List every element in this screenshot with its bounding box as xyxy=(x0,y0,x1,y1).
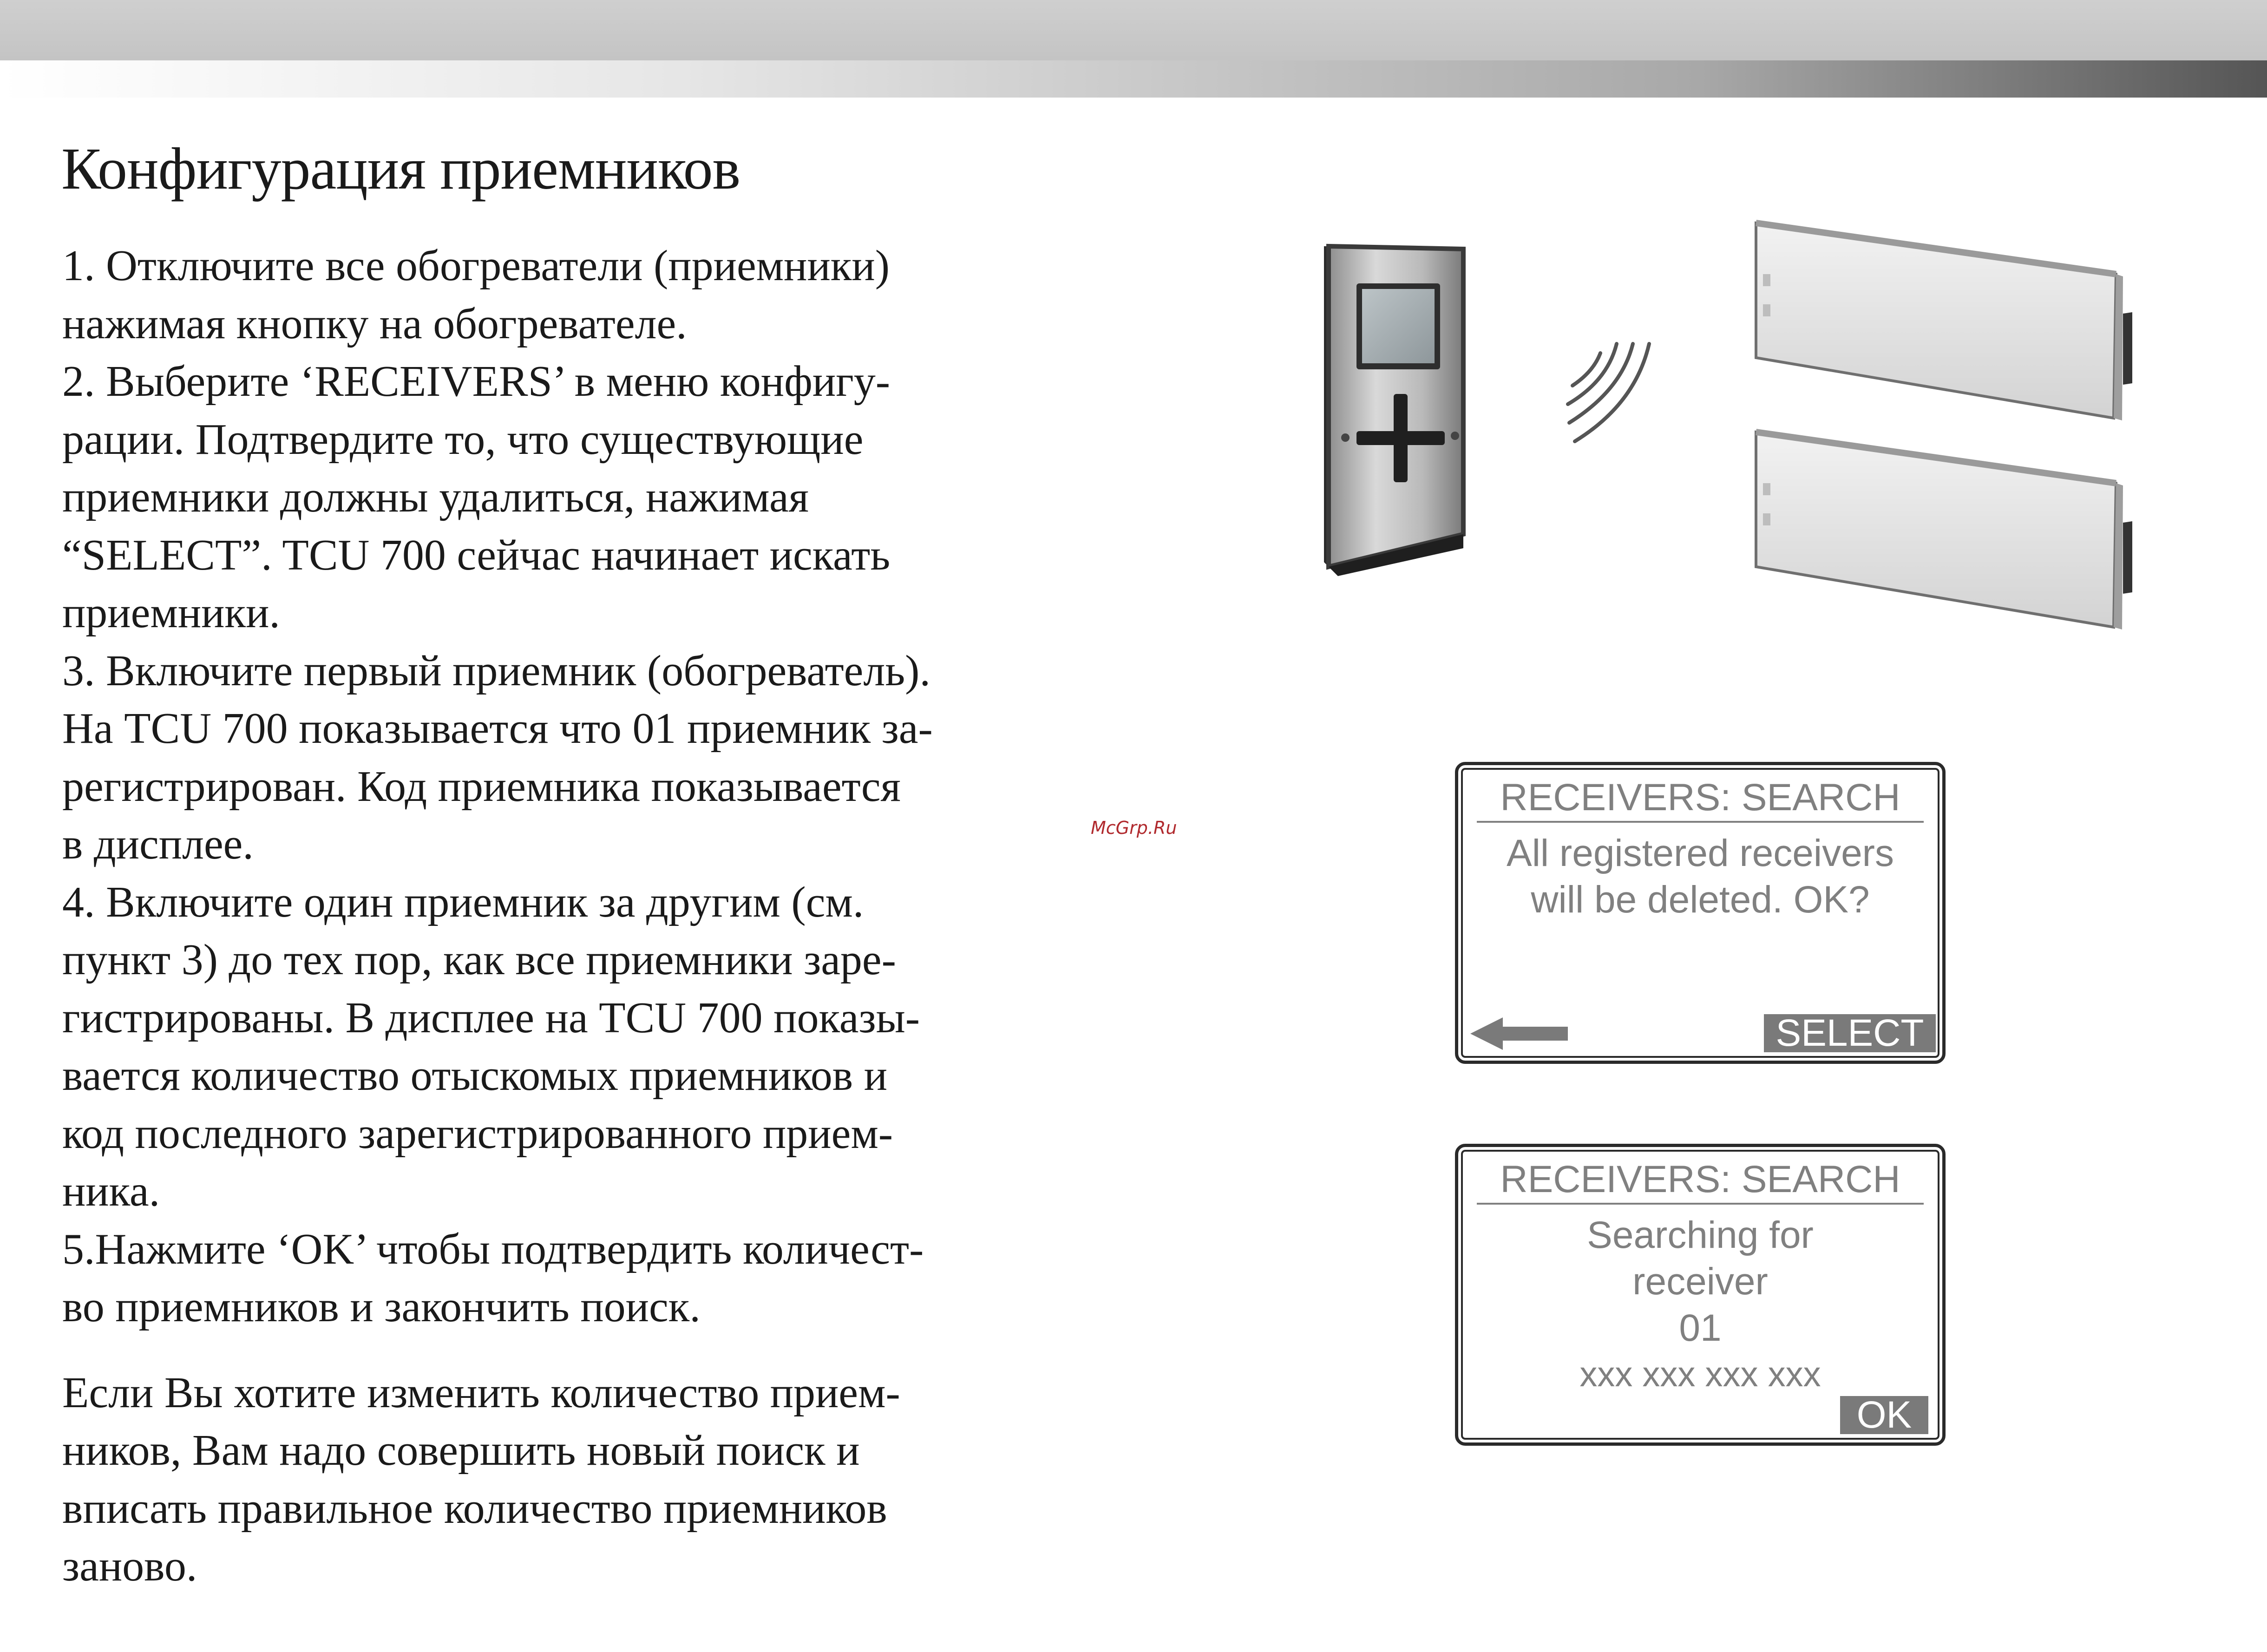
instruction-text xyxy=(62,237,1112,1595)
receiver-code: xxx xxx xxx xxx xyxy=(1579,1355,1821,1394)
step-line: вается количество отыскомых приемников и xyxy=(62,1051,887,1100)
note-line: ников, Вам надо совершить новый поиск и xyxy=(62,1426,860,1475)
lcd-screen-search xyxy=(1455,1144,1946,1446)
step-line: приемники должны удалиться, нажимая xyxy=(62,473,809,521)
heater-panel-icon xyxy=(1756,223,2132,420)
step-line: во приемников и закончить поиск. xyxy=(62,1283,701,1331)
lcd-header: RECEIVERS: SEARCH xyxy=(1477,1156,1924,1205)
step-line: пункт 3) до тех пор, как все приемники заре- xyxy=(62,936,896,984)
thermostat-device-icon xyxy=(1324,246,1463,576)
lcd-message-line: receiver xyxy=(1632,1260,1768,1303)
step-line: ника. xyxy=(62,1167,160,1215)
ok-softkey[interactable]: OK xyxy=(1840,1396,1928,1434)
note-line: Если Вы хотите изменить количество прием- xyxy=(62,1368,900,1417)
top-header-band xyxy=(0,0,2267,98)
back-arrow-icon[interactable] xyxy=(1470,1015,1572,1052)
step-line: “SELECT”. TCU 700 сейчас начинает искать xyxy=(62,531,891,579)
note-line: вписать правильное количество приемников xyxy=(62,1484,887,1533)
heater-panel-icon xyxy=(1756,432,2132,629)
step-line: в дисплее. xyxy=(62,820,254,868)
step-line: 2. Выберите ‘RECEIVERS’ в меню конфигу- xyxy=(62,357,891,406)
watermark: McGrp.Ru xyxy=(1091,818,1177,838)
step-line: 1. Отключите все обогреватели (приемники) xyxy=(62,242,890,290)
lcd-screen-confirm xyxy=(1455,762,1946,1064)
lcd-message-line: Searching for xyxy=(1587,1214,1814,1256)
step-line: 4. Включите один приемник за другим (см. xyxy=(62,878,864,926)
wireless-signal-icon xyxy=(1568,344,1649,441)
step-line: На TCU 700 показывается что 01 приемник за- xyxy=(62,704,933,753)
step-line: гистрированы. В дисплее на TCU 700 показы- xyxy=(62,993,920,1042)
step-line: код последного зарегистрированного прием- xyxy=(62,1109,893,1158)
step-line: нажимая кнопку на обогревателе. xyxy=(62,299,687,348)
product-illustration xyxy=(1310,214,2156,660)
step-line: рации. Подтвердите то, что существующие xyxy=(62,415,864,464)
lcd-message-line: All registered receivers xyxy=(1507,832,1894,874)
paragraph-gap xyxy=(62,1336,1112,1364)
receiver-count: 01 xyxy=(1679,1307,1722,1349)
step-line: регистрирован. Код приемника показывается xyxy=(62,762,901,811)
lcd-message-line: will be deleted. OK? xyxy=(1531,878,1870,921)
note-line: заново. xyxy=(62,1542,197,1590)
illustration-svg xyxy=(1310,214,2156,660)
select-softkey[interactable]: SELECT xyxy=(1764,1014,1936,1052)
lcd-header: RECEIVERS: SEARCH xyxy=(1477,774,1924,823)
header-gradient-strip xyxy=(0,60,2267,98)
step-line: 5.Нажмите ‘OK’ чтобы подтвердить количест- xyxy=(62,1225,924,1273)
step-line: приемники. xyxy=(62,589,280,637)
page-title: Конфигурация приемников xyxy=(61,136,740,202)
step-line: 3. Включите первый приемник (обогреватель). xyxy=(62,646,930,695)
